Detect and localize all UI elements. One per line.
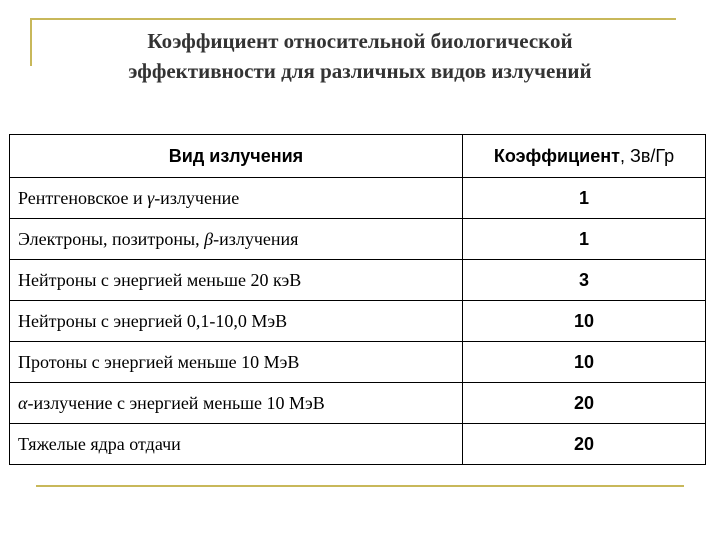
radiation-type-suffix: -излучение xyxy=(154,187,240,208)
radiation-type-text: Рентгеновское и xyxy=(18,187,148,208)
decorative-top-line xyxy=(30,18,676,20)
table-row xyxy=(10,301,706,342)
radiation-type-cell xyxy=(10,342,463,383)
table-row xyxy=(10,178,706,219)
radiation-type-text: Тяжелые ядра отдачи xyxy=(18,433,181,454)
coefficient-value: 10 xyxy=(463,301,706,342)
header-coefficient xyxy=(463,135,706,178)
table-header-row xyxy=(10,135,706,178)
rbe-table xyxy=(9,134,706,465)
title-line-2: эффективности для различных видов излучений xyxy=(128,59,592,83)
coefficient-value: 1 xyxy=(463,219,706,260)
table-row xyxy=(10,342,706,383)
radiation-type-suffix: -излучение с энергией меньше 10 МэВ xyxy=(27,392,325,413)
title-line-1: Коэффициент относительной биологической xyxy=(147,29,573,53)
radiation-type-text: Протоны с энергией меньше 10 МэВ xyxy=(18,351,300,372)
decorative-bottom-line xyxy=(36,485,684,487)
radiation-type-text: Электроны, позитроны, xyxy=(18,228,205,249)
decorative-left-line xyxy=(30,18,32,66)
coefficient-value: 1 xyxy=(463,178,706,219)
radiation-type-text: Нейтроны с энергией 0,1-10,0 МэВ xyxy=(18,310,288,331)
header-coefficient-label: Коэффициент xyxy=(493,145,620,166)
radiation-symbol: γ xyxy=(147,187,155,208)
header-radiation-type: Вид излучения xyxy=(10,135,463,178)
coefficient-value: 20 xyxy=(463,383,706,424)
table-row xyxy=(10,383,706,424)
radiation-symbol: α xyxy=(18,392,28,413)
table-row xyxy=(10,260,706,301)
header-coefficient-unit: , Зв/Гр xyxy=(619,145,675,166)
coefficient-value: 20 xyxy=(463,424,706,465)
table-row xyxy=(10,424,706,465)
radiation-type-suffix: -излучения xyxy=(213,228,299,249)
slide-title xyxy=(40,26,680,86)
radiation-type-cell xyxy=(10,424,463,465)
radiation-type-cell xyxy=(10,178,463,219)
radiation-type-cell xyxy=(10,383,463,424)
table-row xyxy=(10,219,706,260)
radiation-type-cell xyxy=(10,260,463,301)
table-body xyxy=(10,178,706,465)
radiation-symbol: β xyxy=(204,228,214,249)
coefficient-value: 3 xyxy=(463,260,706,301)
radiation-type-text: Нейтроны с энергией меньше 20 кэВ xyxy=(18,269,302,290)
coefficient-value: 10 xyxy=(463,342,706,383)
radiation-type-cell xyxy=(10,301,463,342)
radiation-type-cell xyxy=(10,219,463,260)
